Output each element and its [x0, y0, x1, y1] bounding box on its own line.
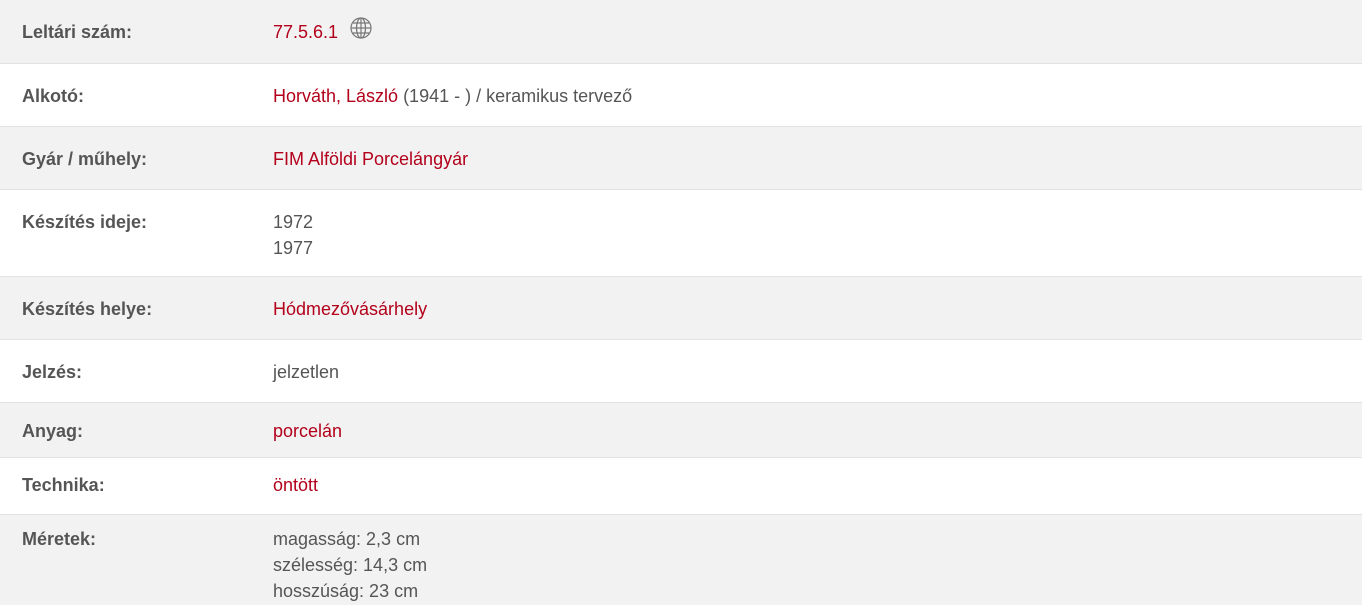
row-marking — [0, 340, 1362, 403]
dimension-width: szélesség: 14,3 cm — [273, 555, 428, 575]
technique-link[interactable]: öntött — [273, 475, 319, 495]
row-creator — [0, 64, 1362, 127]
creation-date-end: 1977 — [273, 238, 314, 258]
creator-details: (1941 - ) / keramikus tervező — [398, 86, 633, 106]
value-creator — [273, 64, 1362, 126]
material-link[interactable]: porcelán — [273, 421, 343, 441]
label-marking: Jelzés: — [22, 362, 83, 382]
factory-link[interactable]: FIM Alföldi Porcelángyár — [273, 149, 469, 169]
label-creation-date: Készítés ideje: — [22, 212, 148, 232]
label-creator: Alkotó: — [22, 86, 84, 106]
creator-link[interactable]: Horváth, László — [273, 86, 399, 106]
value-material — [273, 403, 1362, 457]
row-creation-date — [0, 190, 1362, 277]
value-marking: jelzetlen — [273, 362, 340, 382]
row-factory — [0, 127, 1362, 190]
value-creation-place — [273, 277, 1362, 339]
creation-place-link[interactable]: Hódmezővásárhely — [273, 299, 428, 319]
row-dimensions — [0, 515, 1362, 605]
dimension-length: hosszúság: 23 cm — [273, 581, 419, 601]
label-material: Anyag: — [22, 421, 84, 441]
value-technique — [273, 458, 1362, 514]
row-technique — [0, 458, 1362, 515]
label-factory: Gyár / műhely: — [22, 149, 148, 169]
value-inventory-number — [273, 0, 1362, 63]
globe-icon[interactable] — [349, 16, 373, 47]
value-creation-date — [273, 190, 1362, 276]
row-material — [0, 403, 1362, 458]
inventory-number-link[interactable]: 77.5.6.1 — [273, 22, 339, 42]
creation-date-start: 1972 — [273, 212, 314, 232]
label-dimensions: Méretek: — [22, 529, 97, 549]
label-creation-place: Készítés helye: — [22, 299, 153, 319]
value-dimensions — [273, 515, 1362, 605]
label-technique: Technika: — [22, 475, 105, 495]
row-inventory-number — [0, 0, 1362, 64]
label-inventory-number: Leltári szám: — [22, 22, 133, 42]
row-creation-place — [0, 277, 1362, 340]
value-factory — [273, 127, 1362, 189]
dimension-height: magasság: 2,3 cm — [273, 529, 421, 549]
